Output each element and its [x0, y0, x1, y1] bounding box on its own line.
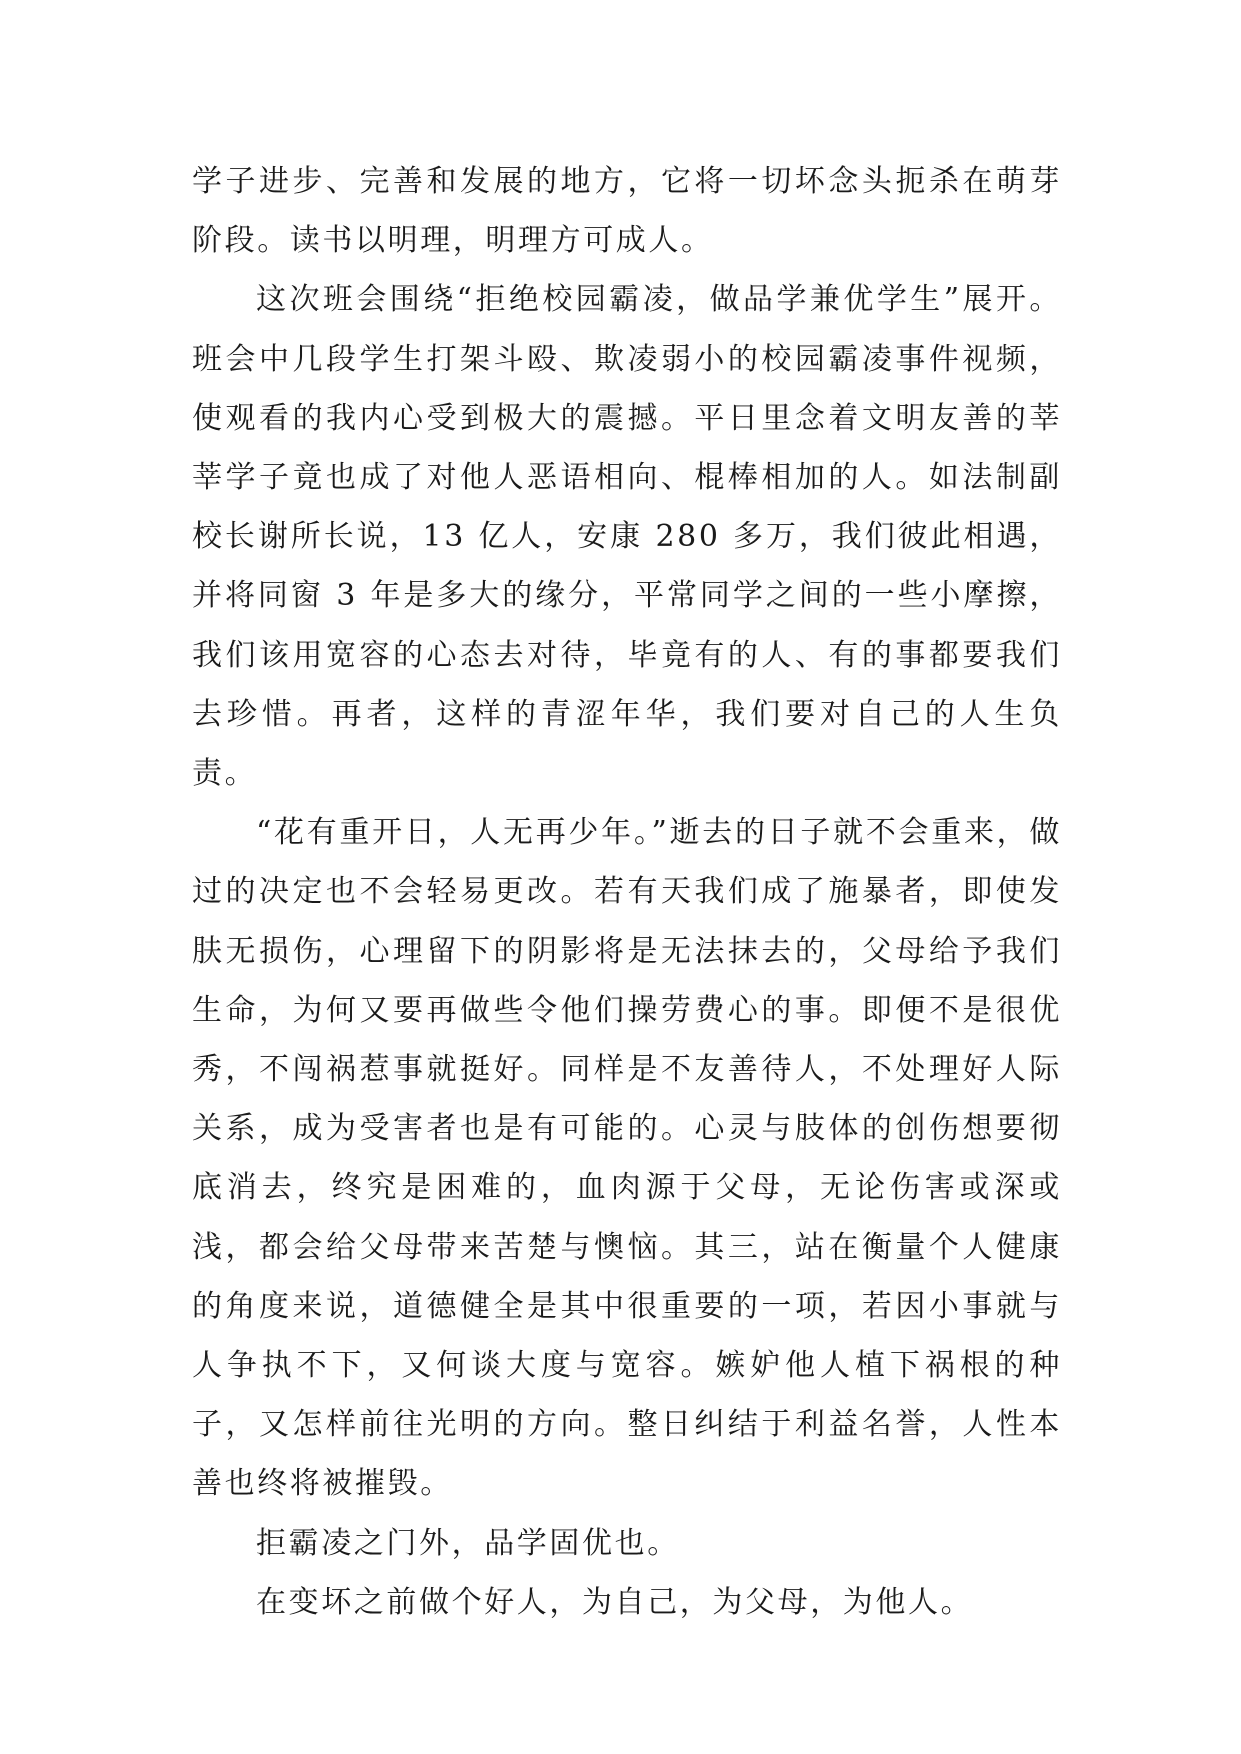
paragraph-4: 拒霸凌之门外，品学固优也。 — [256, 1525, 680, 1561]
paragraph-3: “花有重开日，人无再少年。”逝去的日子就不会重来，做过的决定也不会轻易更改。若有天我们成了施暴者，即使发肤无损伤，心理留下的阴影将是无法抹去的，父母给予我们生命，为何又要再做些令他们操劳费心的事。即便不是很优秀，不闯祸惹事就挺好。同样是不友善待人，不处理好人际关系，成为受害者也是有可能的。心灵与肢体的创伤想要彻底消去，终究是困难的，血肉源于父母，无论伤害或深或浅，都会给父母带来苦楚与懊恼。其三，站在衡量个人健康的角度来说，道德健全是其中很重要的一项，若因小事就与人争执不下，又何谈大度与宽容。嫉妒他人植下祸根的种子，又怎样前往光明的方向。整日纠结于利益名誉，人性本善也终将被摧毁。 — [192, 815, 1062, 1502]
document-body — [192, 152, 1062, 1632]
paragraph-5: 在变坏之前做个好人，为自己，为父母，为他人。 — [256, 1584, 974, 1620]
paragraph-2: 这次班会围绕“拒绝校园霸凌，做品学兼优学生”展开。班会中几段学生打架斗殴、欺凌弱小的校园霸凌事件视频，使观看的我内心受到极大的震撼。平日里念着文明友善的莘莘学子竟也成了对他人恶语相向、棍棒相加的人。如法制副校长谢所长说，13 亿人，安康 280 多万，我们彼此相遇，并将同窗 3 年是多大的缘分，平常同学之间的一些小摩擦，我们该用宽容的心态去对待，毕竟有的人、有的事都要我们去珍惜。再者，这样的青涩年华，我们要对自己的人生负责。 — [192, 282, 1062, 792]
paragraph-1: 学子进步、完善和发展的地方，它将一切坏念头扼杀在萌芽阶段。读书以明理，明理方可成人。 — [192, 164, 1062, 259]
